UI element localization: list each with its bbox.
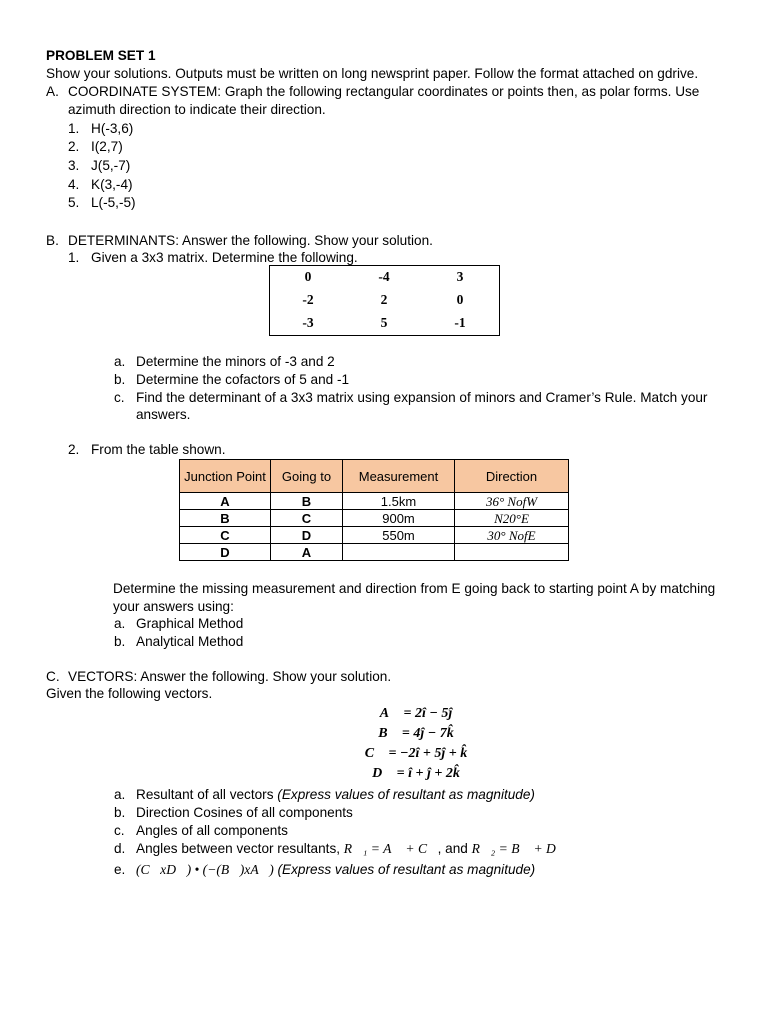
list-item-num: 5.	[68, 195, 80, 210]
subitem-letter: b.	[114, 372, 126, 387]
subitem: Direction Cosines of all components	[136, 805, 353, 820]
math-expression: R⃗₁ = A⃗ + C⃗	[343, 841, 438, 856]
table-cell	[455, 544, 569, 561]
table-row	[180, 527, 569, 544]
question-text: From the table shown.	[91, 442, 226, 457]
subitem-letter: b.	[114, 634, 126, 649]
list-item: K(3,-4)	[91, 177, 133, 192]
section-b-label: B.	[46, 233, 59, 248]
table-row	[180, 510, 569, 527]
vector-equation: A⃗ = 2î − 5ĵ	[379, 706, 453, 721]
subitem: Find the determinant of a 3x3 matrix using expansion of minors and Cramer’s Rule. Match your	[136, 390, 708, 405]
table-cell: 36° NofW	[455, 493, 569, 510]
subitem: Determine the minors of -3 and 2	[136, 354, 335, 369]
vector-equation: C⃗ = −2î + 5ĵ + k̂	[364, 746, 468, 761]
math-expression: R⃗₂ = B⃗ + D⃗	[471, 841, 567, 856]
list-item-num: 3.	[68, 158, 80, 173]
subitem-letter: b.	[114, 805, 126, 820]
subitem-text: Angles between vector resultants,	[136, 841, 344, 856]
subitem-letter: c.	[114, 390, 125, 405]
section-a-label: A.	[46, 84, 59, 99]
subitem: Angles of all components	[136, 823, 288, 838]
vector-equation: B⃗ = 4ĵ − 7k̂	[378, 726, 454, 741]
table-cell: N20°E	[455, 510, 569, 527]
table-cell	[343, 544, 455, 561]
subitem-letter: d.	[114, 841, 126, 856]
table-cell: B	[271, 493, 343, 510]
list-item: H(-3,6)	[91, 121, 134, 136]
matrix-cell: 3	[456, 269, 464, 284]
followup-text-cont: your answers using:	[113, 599, 234, 614]
column-header: Junction Point	[180, 460, 271, 493]
subitem-letter: e.	[114, 862, 126, 877]
subitem-letter: a.	[114, 787, 126, 802]
list-item: L(-5,-5)	[91, 195, 136, 210]
subitem-letter: c.	[114, 823, 125, 838]
matrix-cell: -1	[454, 315, 466, 330]
table-cell: 1.5km	[343, 493, 455, 510]
followup-text: Determine the missing measurement and direction from E going back to starting point A by matching	[113, 581, 716, 596]
table-cell: 900m	[343, 510, 455, 527]
subitem: Graphical Method	[136, 616, 244, 631]
table-cell: 550m	[343, 527, 455, 544]
column-header: Measurement	[343, 460, 455, 493]
list-item: J(5,-7)	[91, 158, 131, 173]
subitem	[136, 861, 535, 878]
table-cell: D	[271, 527, 343, 544]
table-row	[180, 493, 569, 510]
table-cell: 30° NofE	[455, 527, 569, 544]
question-num: 2.	[68, 442, 80, 457]
matrix-cell: -2	[302, 292, 314, 307]
question-num: 1.	[68, 250, 80, 265]
section-a-text-cont: azimuth direction to indicate their direction.	[68, 102, 326, 117]
section-b-text: DETERMINANTS: Answer the following. Show your solution.	[68, 233, 433, 248]
subitem-cont: answers.	[136, 407, 191, 422]
subitem-text: Resultant of all vectors	[136, 787, 278, 802]
intro-text: Show your solutions. Outputs must be written on long newsprint paper. Follow the format attached on gdrive.	[46, 66, 699, 81]
page-title: PROBLEM SET 1	[46, 48, 156, 63]
table-cell: C	[180, 527, 271, 544]
matrix-cell: 5	[380, 315, 388, 330]
matrix-cell: 2	[380, 292, 388, 307]
column-header: Direction	[455, 460, 569, 493]
section-a-text: COORDINATE SYSTEM: Graph the following rectangular coordinates or points then, as polar forms. Use	[68, 84, 700, 99]
junction-table	[179, 459, 569, 561]
table-cell: D	[180, 544, 271, 561]
matrix-cell: -4	[378, 269, 390, 284]
list-item: I(2,7)	[91, 139, 123, 154]
subitem	[136, 840, 566, 857]
given-text: Given the following vectors.	[46, 686, 213, 701]
column-header: Going to	[271, 460, 343, 493]
subitem-text: , and	[437, 841, 472, 856]
subitem-note: (Express values of resultant as magnitude)	[273, 862, 536, 877]
subitem: Analytical Method	[136, 634, 244, 649]
section-c-text: VECTORS: Answer the following. Show your solution.	[68, 669, 392, 684]
matrix-cell: 0	[456, 292, 464, 307]
question-text: Given a 3x3 matrix. Determine the following.	[91, 250, 358, 265]
section-c-label: C.	[46, 669, 60, 684]
matrix-cell: 0	[304, 269, 312, 284]
table-cell: A	[271, 544, 343, 561]
table-cell: A	[180, 493, 271, 510]
table-header-row	[180, 460, 569, 493]
table-row	[180, 544, 569, 561]
subitem	[136, 786, 535, 803]
subitem-letter: a.	[114, 354, 126, 369]
list-item-num: 1.	[68, 121, 80, 136]
matrix-cell: -3	[302, 315, 314, 330]
math-expression: (C⃗xD⃗) • (−(B⃗)xA⃗)	[136, 862, 274, 877]
subitem-note: (Express values of resultant as magnitude)	[277, 787, 535, 802]
list-item-num: 4.	[68, 177, 80, 192]
list-item-num: 2.	[68, 139, 80, 154]
subitem-letter: a.	[114, 616, 126, 631]
subitem: Determine the cofactors of 5 and -1	[136, 372, 350, 387]
matrix-table	[269, 265, 500, 336]
vector-equation: D⃗ = î + ĵ + 2k̂	[372, 766, 460, 781]
table-cell: B	[180, 510, 271, 527]
table-cell: C	[271, 510, 343, 527]
